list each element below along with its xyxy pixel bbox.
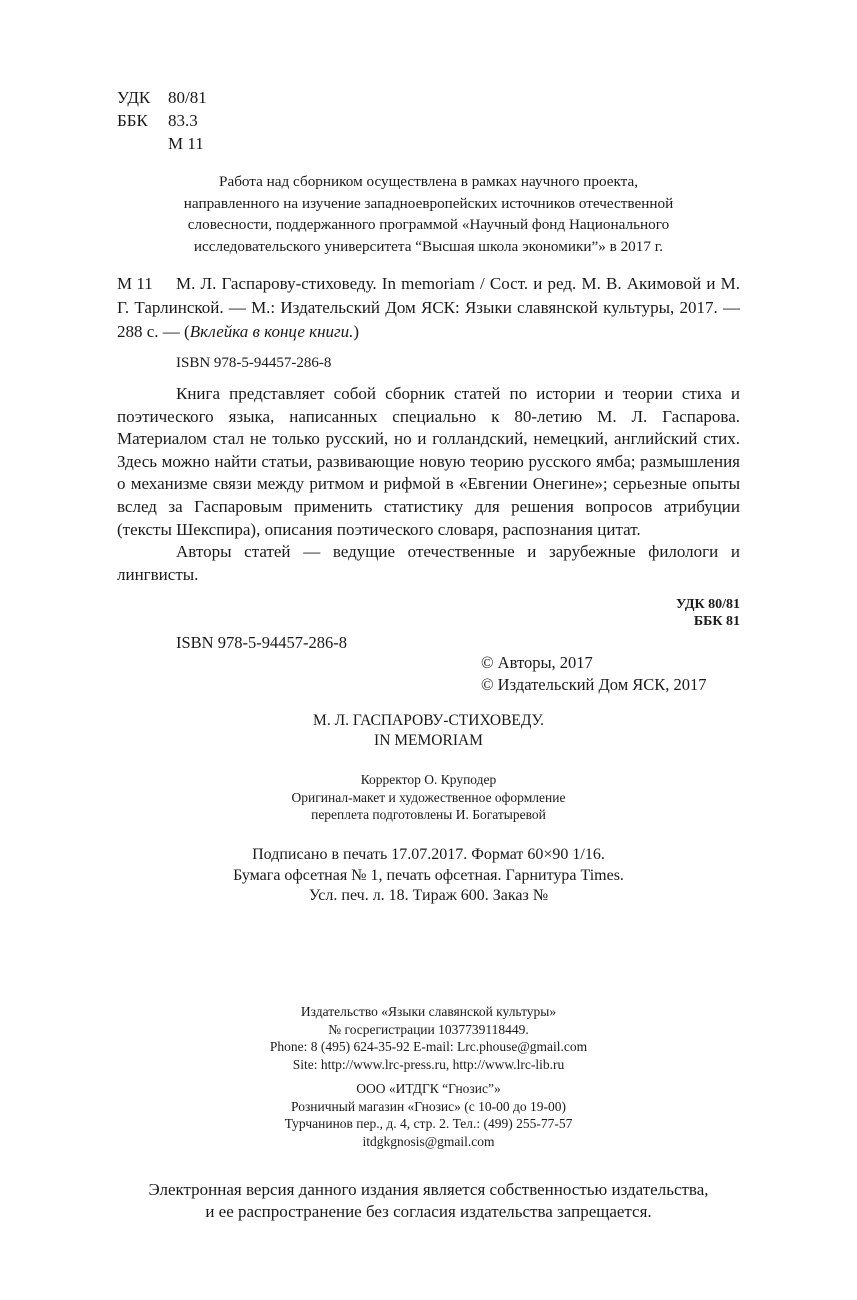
classification-codes <box>117 86 207 155</box>
book-title-line: IN MEMORIAM <box>374 732 483 749</box>
legal-notice <box>90 1179 767 1222</box>
book-title <box>150 711 707 751</box>
legal-notice-line: Электронная версия данного издания является собственностью издательства, <box>148 1180 709 1199</box>
publisher-block <box>150 1003 707 1073</box>
distributor-line: ООО «ИТДГК “Гнозис”» <box>356 1081 501 1096</box>
print-info <box>150 845 707 907</box>
print-info-line: Бумага офсетная № 1, печать офсетная. Гарнитура Times. <box>233 866 624 884</box>
funding-note <box>150 171 707 257</box>
annotation <box>117 383 740 586</box>
biblio-italic-note: Вклейка в конце книги. <box>189 322 354 341</box>
bbk-row <box>117 109 207 132</box>
biblio-text: М. Л. Гаспарову-стиховеду. In memoriam / Сост. и ред. М. В. Акимовой и М. Г. Тарлинской. — М.: Издательский Дом ЯСК: Языки славянской культуры, 2017. — 288 с. — ( <box>117 274 740 341</box>
udk-bold: УДК 80/81 <box>675 597 740 612</box>
print-info-line: Подписано в печать 17.07.2017. Формат 60×90 1/16. <box>252 846 605 863</box>
udk-label: УДК <box>117 88 151 107</box>
publisher-line: № госрегистрации 1037739118449. <box>328 1021 529 1037</box>
bbk-value: 83.3 <box>168 111 198 130</box>
credits-line: Оригинал-макет и художественное оформление <box>291 789 566 805</box>
legal-notice-line: и ее распространение без согласия издательства запрещается. <box>205 1201 652 1221</box>
annotation-paragraph: Авторы статей — ведущие отечественные и зарубежные филологи и лингвисты. <box>117 542 740 584</box>
copyright-block <box>481 652 707 695</box>
funding-line: Работа над сборником осуществлена в рамках научного проекта, <box>219 173 638 190</box>
funding-line: исследовательского университета “Высшая школа экономики”» в 2017 г. <box>193 237 664 255</box>
credits-line: Корректор О. Круподер <box>360 772 497 787</box>
bbk-label: ББК <box>117 111 148 130</box>
author-mark-row <box>117 132 207 155</box>
bold-classification-codes <box>560 596 740 630</box>
copyright-line: © Издательский Дом ЯСК, 2017 <box>481 674 707 694</box>
bibliographic-description <box>117 272 740 344</box>
isbn-bottom: ISBN 978-5-94457-286-8 <box>176 633 347 652</box>
author-mark: М 11 <box>168 134 204 153</box>
isbn-top: ISBN 978-5-94457-286-8 <box>176 355 332 371</box>
distributor-line: itdgkgnosis@gmail.com <box>362 1133 495 1149</box>
annotation-paragraph: Книга представляет собой сборник статей по истории и теории стиха и поэтического языка, написанных специально к 80-летию М. Л. Гаспарова. Материалом стал не только русский, но и голландский, немецкий, английский стих. Здесь можно найти статьи, развивающие новую теорию русского ямба; размышления о механизме связи между ритмом и рифмой в «Евгении Онегине»; серьезные опыты вслед за Гаспаровым применить статистику для решения вопросов атрибуции (тексты Шекспира), описания поэтического словаря, распознания цитат. <box>117 384 740 539</box>
bibliographic-mark: М 11 <box>117 274 153 293</box>
credits-block <box>150 771 707 824</box>
distributor-line: Турчанинов пер., д. 4, стр. 2. Тел.: (499) 255-77-57 <box>284 1116 573 1131</box>
copyright-line: © Авторы, 2017 <box>481 653 593 672</box>
udk-value: 80/81 <box>168 88 207 107</box>
credits-line: переплета подготовлены И. Богатыревой <box>311 807 546 822</box>
bbk-bold: ББК 81 <box>693 614 740 629</box>
distributor-line: Розничный магазин «Гнозис» (с 10-00 до 19-00) <box>291 1098 566 1114</box>
book-title-line: М. Л. ГАСПАРОВУ-СТИХОВЕДУ. <box>313 712 544 729</box>
biblio-text-end: ) <box>353 322 360 341</box>
publisher-line: Site: http://www.lrc-press.ru, http://www.lrc-lib.ru <box>292 1056 565 1072</box>
distributor-block <box>150 1080 707 1150</box>
funding-line: направленного на изучение западноевропейских источников отечественной <box>183 194 674 212</box>
publisher-line: Phone: 8 (495) 624-35-92 E-mail: Lrc.phouse@gmail.com <box>269 1039 588 1054</box>
print-info-line: Усл. печ. л. 18. Тираж 600. Заказ № <box>308 887 549 904</box>
publisher-line: Издательство «Языки славянской культуры» <box>300 1004 557 1019</box>
funding-line: словесности, поддержанного программой «Научный фонд Национального <box>187 216 670 233</box>
udk-row <box>117 86 207 109</box>
